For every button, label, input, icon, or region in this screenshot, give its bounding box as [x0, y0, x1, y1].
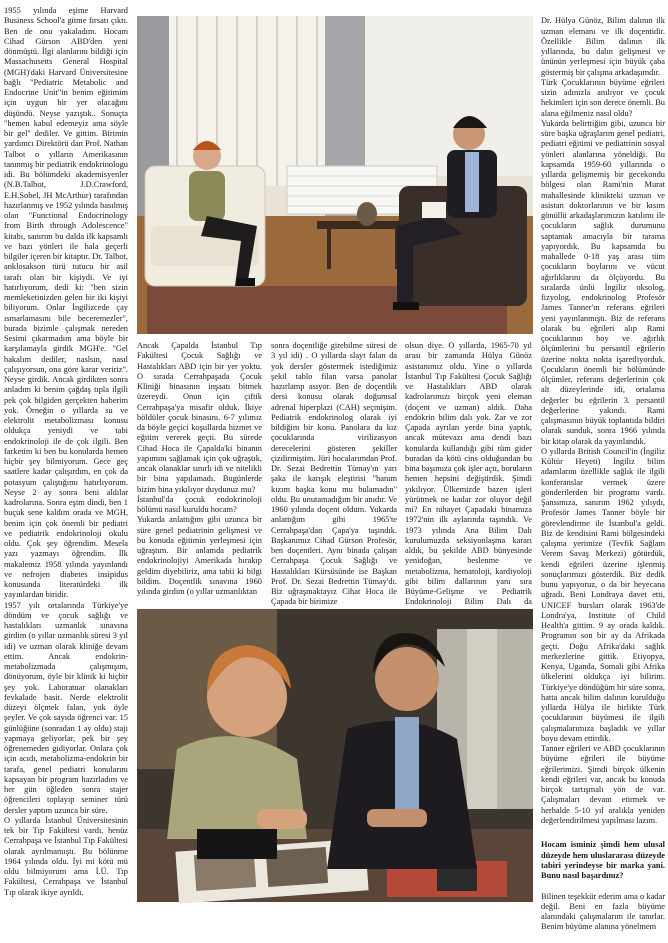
interview-photo-bottom: [137, 609, 533, 902]
text-column-3: sonra doçentliğe girebilme süresi de 3 yıl idi) . O yıllarda slayt falan da yok dersler göstermek istediğimiz şekil tablo filan varsa panolar hazırlamp asıyor. Ben de doçentlik dersi konusu olarak doğumsal adrenal hiperplazi (CAH) seçmişim. Pediatrik endokrinolog olarak iyi bildiğim bir konu. Panolara da kız çocuklarında virilizasyon derecelerini gösteren şekiller çizdirmiştim. Jüri hocalarımdan Prof. Dr. Sezai Bedrettin Tümay'ın yarı şaka ile karışık eleştirisi "hanım kızım başka konu mu bulamadın" oldu. Bu unutamadığım bir anıdır. Ve 1960 yılında doçent oldum. Yukarda anlattığım gibi 1965'te Cerrahpaşa'dan Çapa'ya taşındık. Başkanımız Cihad Gürson Profesör, ben doçentleri. Aynı binada çalışan Cerrahpaşa Çocuk Sağlığı ve Hastalıkları Kürsüsünde ise Başkan Prof. Dr. Sezai Bedrettin Tümay'dı. Biz uğraşmaktayız Cihat Hoca ile Çapada bir birimize: [271, 341, 397, 607]
interview-question: Hocam isminiz şimdi hem ulusal düzeyde hem uluslararası düzeyde tabiri yerindeyse bir marka yani. Bunu nasıl başardınız?: [541, 840, 665, 880]
column-5-paragraphs: Dr. Hülya Günöz, Bilim dalının ilk uzman elemanı ve ilk doçentidir. Özellikle Bilim dalının ilk yıllarında, bu dalın gelişmesi ve ününün yerleşmesi için büyük çaba göstermiş bir çalışma arkadaşımdır. Türk Çocuklarının büyüme eğrileri sizin adınızla anılıyor ve çocuk hekimleri için son derece önemli. Bu alana eğilmeniz nasıl oldu? Yukarda belirttiğim gibi, uzunca bir süre başka uğraşlarım genel pediatri, pediatri eğitimi ve pediatrinin sosyal yönleri alanlarına yöneldiği. Bu kapsamda 1959-60 yıllarında o yıllarda gelişmemiş bir gecekondu bölgesi olan Rami'nin Murat mahallesinde klinikteki uzman ve asistan doktorlarının ve bir kısım gönüllü arkadaşlarımızın katılımı ile çocukların sağlık durumunu saptamak amacıyla bir tarama yapıyordık. Bu kapsamda bu mahallede 0-18 yaş arası tüm çocukların boylarını ve vücut ağırlıklarını da ölçüyordu. Bu sıralarda ünlü İngiliz oksolog, fizyolog, endokrinolog Profesör James Tanner'ın referans eğrileri yeni yayınlanmıştı. Biz de referans olarak bu eğrileri alıp Rami çocuklarının boy ve ağırlık ölçümlerini bu persantil eğrilerin üzerine nokta nokta işaretliyorduk. Çocukların önemli bir bölümünde ölçümler, referans değerlerinin çok alt düzeylerinde idi, ortalama değerler bu eğrilerin 3. persantil değerlerine yakındı. Rami çalışmasının büyük toplantıda bildiri olarak sunduk, sonra 1966 yılında bir kitap olarak da yayınlandık. O yıllarda British Council'in (İngiliz Kültür Heyeti) İngiliz bilim adamlarını özellikle sağlık ile ilgili konferanslar vermek üzere gönderilerden bir programı vardı. Şansımıza, sanırım 1962 yılıydı, Profesör James Tanner böyle bir görevlendirme ile İstanbul'a geldi. Biz de kendisini Rami bölgesindeki çalışma yerimize (Tevfik Sağlam Verem Savaş Merkezi) götürdük, kendi eğrileri üzerine işlenmiş sonuçlarımızı gösterdik. Biz dedik bunu yapıyoruz, o da bir heyecana uğradı. Beni Londraya davet etti, UNICEF bursları olarak 1963'de Londra'ya, Institute of Child Health'a gittim. 9 ay orada kaldık. Programın son bir ay da Afrikada geçti. Doğu Afrika'daki sağlık merkezlerine gittik. Etiyopya, Kenya, Uganda, Somali gibi Afrika ülkelerini oldukça iyi bilirim. Türkiye'ye döndüğüm bir süre sonra, hatta ancak bilim dalının kurulduğu yıllarda Hülya ile birlikte Türk çocuklarının büyümesi ile ilgili çalışmalarımıza başladık ve yıllar boyu devam ettirdik. Tanner eğrileri ve ABD çocuklarının büyüme eğrileri ile büyüme eğrilerimizi. Şimdi birçok ülkenin kendi eğrileri var, ancak bu konuda birçok tartışmalı yön de var. Çalışmaları devam etirmek ve herhalde 5-10 yıl aralıkla yeniden değerlendirilmesi yapılması lazım.: [541, 16, 665, 825]
text-column-4: olsun diye. O yıllarda, 1965-70 yıl arası bir zamanda Hülya Günöz asistanımız oldu. Yine o yıllarda İstanbul Tıp Fakültesi Çocuk Sağlığı ve Hastalıkları ABD olarak kadrolarımızı birçok yeni eleman (doçent ve uzman) aldık. Daha endokrin bilim dalı yok. Zar ve zor Çapada ayrılan yerde bina yaptık, ancak mütevazı ama dendi bazı konularda kullandığı gibi tüm gider buradan da kötü cins olduğundan bu bina başımıza çok işler açtı, boruların hemen hepsini değiştirdik. Şimdi yıkılıyor. Ülkemizde bazen işleri yürütmek ne kadar zor oluyor değil mi? En nihayet Çapadaki binamıza 1972'nin ilk aylarında taşındık. Ve 1973 yılında Ana Bilim Dalı kurulumuzda seksiyonlaşma kararı aldık, bu şekilde ABD bünyesinde yenidoğan, beslenme ve metabolizma, hematoloji, kardiyoloji gibi bilim dallarının yanı sıra Büyüme-Gelişme ve Pediatrik Endokrinoloji Bilim Dalı da: [405, 341, 532, 607]
interview-photo-top: [137, 16, 533, 334]
text-column-5: [541, 6, 665, 932]
text-column-1: 1955 yılında eşime Harvard Business School'a gitme fırsatı çıktı. Ben de onu yakaladım. Hocam Cihad Gürson ABD'den yeni dönmüştü. İlgi alanlarını bildiği için Massachusetts General Hospital (MGH)'daki Harvard Üniversitesine bağlı "Pediatric Metabolic and Endocrine Unit"in benim eğitimim için uygun bir yer olacağını düşündü. Neyse yazıştık.. Sonuçta "hemen kabul edemeyiz ama söyle bir gel" dediler. Ve gittim. Birimin yardımcı Direktörü dan Prof. Nathan Talbot o yılların Amerikasının tanınmış bir pediatrik endokrinologu idi. Bu bölümdeki akademisyenler (N.B.Talbot, J.D.Crawford, E.H.Sobel, JH McArthur) tarafından hazırlanmış ve 1952 yılında basılmış olan "Functional Endocrinology from Birth through Adolescence" kitabı, sanırım bu dalda ilk kapsamlı ve bazı yönleri ile hala geçerli bilgiler içeren bir kitaptır. Dr. Talbot, anklosakson türü tutucu bir asil tarafı olan bir kişiydi. Ve iyi hatırlıyorum, dedi ki: "ben sizin memleketinizden gelen bir iki kişiyi biliyorum. Onlar İngilizcede çay ısmarlamasını bile beceremezler", burada bizimle çalışmak nereden Sesimi çıkarmadım ama böyle bir karşılamayla girdik MGH'e. "Gel bakalım dediler, naslsın, nasıl çalışıyorsun, ona göre karar veririz". Neyse girdik. Ancak girdikten sonra anladım ki benim çağdaş tıpla ilgili pek çok bilgiden gerçekten haberim yok. Örneğin o yıllarda su ve elektrolit metabolizması konusu oldukça yeniydi ve tabi endokrinoloji ile de çok ilgili. Ben farketim ki ben bu konularda hemen hiçbir şey bilmiyorum. Gece geç saatlere kadar çalışırdım, en çok da potasyum çalıştığımı hatırlıyorum. Neyse 2 ay sonra beni aldılar kadrolarına. Sonra eşim dindi, ben 1 buçuk sene kaldım orada ve MGH, benim için çok önemli bir pediatri ve pediatrik endokrinoloji okulu oldu. Çok şey öğrendim. Mesela yazı yazmayı öğrendim. İlk makalemiz 1958 yılında yayınlandı ve nefrojen diabetes insipidus konusunda literatürdeki ilk yayınlardan biridir. 1957 yılı ortalarında Türkiye'ye döndüm ve çocuk sağlığı ve hastalıkları uzmanlık sınavına girdim (o yıllar uzmanlık süresi 3 yıl idi) ve uzman olarak kliniğe devam ettim. Ancak endokrin-metabolizmada çalışmışım, dönüyorum, öyle bir klinik ki hiçbir şey yok. Laboratuar olanakları fevkalade basit. Nerde elektrolit düzeyi ölçmek falan, yok öyle şeyler. Ve çok sayıda öğrenci var. 15 günlüğüne (sonradan 1 ay oldu) stajı yapmaya geliyorlar, pek bir şey öğrenemeden gidiyorlar. Onlara çok için acıdı, metabolizma-endokrin bir tarafa, genel pediatri konularını kapsayan bir program hazırladım ve her gün öğleden sonra stajer öğrencileri toplayıp seminer türü dersler yaptım uzunca bir süre. O yıllarda İstanbul Üniversitesinin tek bir Tıp Fakültesi vardı, henüz Cerrahpaşa ve İstanbul Tıp Fakültesi olarak ayrılmamıştı. Bu bölünme 1964 yılında oldu. İyi mi kötü mü oldu bilmiyorum ama İ.Ü. Tıp Fakültesi, Cerrahpaşa ve İstanbul Tıp olarak ikiye ayrıldı.: [4, 6, 128, 897]
column-5-answer: Bilinen teşekkür ederim ama o kadar değil. Beni en fazla büyüme alanındaki çalışmalarım ile tanırlar. Benim büyüme alanına yönelmem: [541, 891, 665, 932]
text-column-2: Ancak Çapalda İstanbul Tıp Fakültesi Çocuk Sağlığı ve Hastalıkları ABD için bir yer yoktu. O sırada Cerrahpaşada Çocuk Kliniği binasının inşaatı bitmek üzereydi. Onun için çiftik Cerrahpaşa'ya misafir olduk. İkiye böldüler çocuk binasını. 6-7 yılımız da böyle geçici koşullarda hizmet ve eğitim vererek geçti. Bu sürede Cihad Hoca ile Çapalda'ki binanın yapımını sağlamak için çok uğraştık, ancak olanaklar sınırlı idi ve nitelikli bir bina yapılamadı. Bugünlerde bizim bina yıkılıyor duydunuz mu? İstanbul'da çocuk endokrinoloji bölümü nasıl kuruldu hocam? Yukarda anlattığım gibi uzunca bir süre genel pediatrinin gelişmesi ve bu konuda eğitimin yerleşmesi için uğraştım. Bir anlamda pediatrik endokrinolojiyi Amerikada bırakıp geldim diyebiliriz, ama tabii ki bilgi bildim. Doçentlik sınavına 1960 yılında girdim (o yıllar uzmanlıktan: [137, 341, 262, 596]
